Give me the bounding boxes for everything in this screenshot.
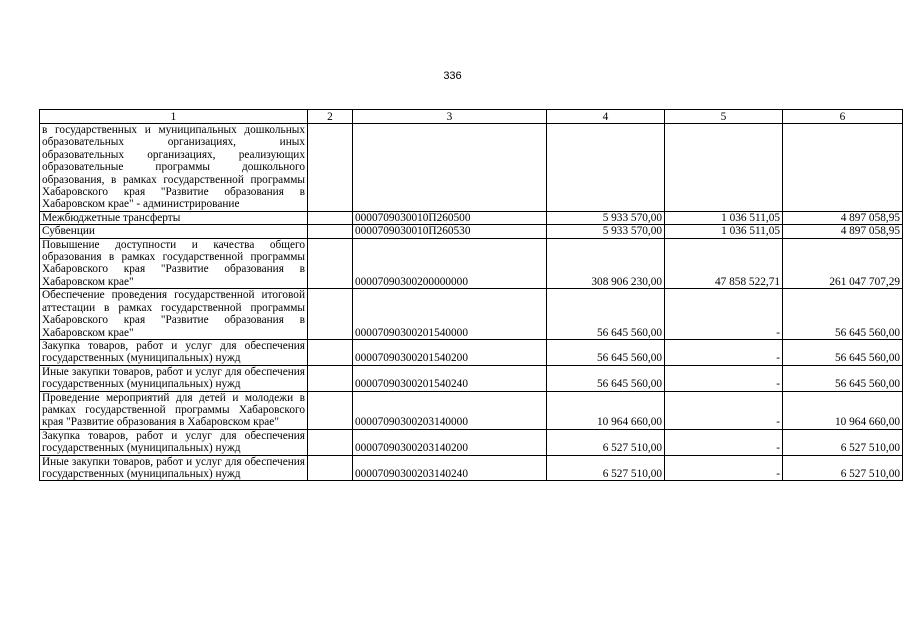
row-col2-cell [308,339,353,365]
row-executed-amount-cell: - [665,365,783,391]
row-col2-cell [308,124,353,212]
row-plan-amount-cell: 56 645 560,00 [547,339,665,365]
row-plan-amount-cell: 5 933 570,00 [547,211,665,224]
row-plan-amount-cell: 6 527 510,00 [547,455,665,481]
column-header-3: 3 [353,110,547,124]
table-row [40,211,903,224]
row-col2-cell [308,225,353,238]
column-header-4: 4 [547,110,665,124]
row-plan-amount-cell: 10 964 660,00 [547,391,665,429]
row-executed-amount-cell: 1 036 511,05 [665,225,783,238]
table-row [40,455,903,481]
row-name-cell: Иные закупки товаров, работ и услуг для обеспечения государственных (муниципальных) нужд [40,365,308,391]
row-code-cell: 00007090300201540200 [353,339,547,365]
row-executed-amount-cell [665,124,783,212]
column-header-5: 5 [665,110,783,124]
row-code-cell: 0000709030010П260500 [353,211,547,224]
row-executed-amount-cell: 1 036 511,05 [665,211,783,224]
row-name-cell: Закупка товаров, работ и услуг для обеспечения государственных (муниципальных) нужд [40,339,308,365]
row-name-cell: Иные закупки товаров, работ и услуг для обеспечения государственных (муниципальных) нужд [40,455,308,481]
row-name-cell: Межбюджетные трансферты [40,211,308,224]
column-header-2: 2 [308,110,353,124]
row-remaining-amount-cell: 10 964 660,00 [783,391,903,429]
row-remaining-amount-cell: 56 645 560,00 [783,365,903,391]
budget-table [39,109,903,481]
row-col2-cell [308,289,353,340]
table-row [40,339,903,365]
row-col2-cell [308,365,353,391]
column-header-6: 6 [783,110,903,124]
row-executed-amount-cell: 47 858 522,71 [665,238,783,289]
row-code-cell: 00007090300201540240 [353,365,547,391]
column-header-1: 1 [40,110,308,124]
row-plan-amount-cell [547,124,665,212]
row-name-cell: Обеспечение проведения государственной итоговой аттестации в рамках государственной программы Хабаровского края "Развитие образования в Хабаровском крае" [40,289,308,340]
row-col2-cell [308,211,353,224]
row-name-cell: в государственных и муниципальных дошкольных образовательных организациях, иных образовательных организациях, реализующих образовательные программы дошкольного образования, в рамках государственной программы Хабаровского края "Развитие образования в Хабаровском крае" - администрирование [40,124,308,212]
row-name-cell: Повышение доступности и качества общего образования в рамках государственной программы Хабаровского края "Развитие образования в Хабаровском крае" [40,238,308,289]
row-col2-cell [308,429,353,455]
row-col2-cell [308,238,353,289]
row-remaining-amount-cell: 6 527 510,00 [783,429,903,455]
row-remaining-amount-cell [783,124,903,212]
page-number: 336 [443,70,462,82]
table-row [40,225,903,238]
row-executed-amount-cell: - [665,429,783,455]
row-plan-amount-cell: 308 906 230,00 [547,238,665,289]
row-code-cell: 0000709030010П260530 [353,225,547,238]
table-row [40,391,903,429]
row-code-cell [353,124,547,212]
row-remaining-amount-cell: 4 897 058,95 [783,211,903,224]
table-row [40,238,903,289]
row-remaining-amount-cell: 6 527 510,00 [783,455,903,481]
row-remaining-amount-cell: 261 047 707,29 [783,238,903,289]
row-executed-amount-cell: - [665,289,783,340]
row-name-cell: Проведение мероприятий для детей и молодежи в рамках государственной программы Хабаровского края "Развитие образования в Хабаровском крае" [40,391,308,429]
row-name-cell: Закупка товаров, работ и услуг для обеспечения государственных (муниципальных) нужд [40,429,308,455]
table-row [40,289,903,340]
row-code-cell: 00007090300200000000 [353,238,547,289]
row-plan-amount-cell: 56 645 560,00 [547,365,665,391]
row-name-cell: Субвенции [40,225,308,238]
row-col2-cell [308,455,353,481]
table-row [40,365,903,391]
row-plan-amount-cell: 5 933 570,00 [547,225,665,238]
row-code-cell: 00007090300203140200 [353,429,547,455]
row-code-cell: 00007090300201540000 [353,289,547,340]
row-col2-cell [308,391,353,429]
row-executed-amount-cell: - [665,391,783,429]
table-row [40,429,903,455]
row-code-cell: 00007090300203140240 [353,455,547,481]
row-remaining-amount-cell: 4 897 058,95 [783,225,903,238]
row-remaining-amount-cell: 56 645 560,00 [783,289,903,340]
row-executed-amount-cell: - [665,455,783,481]
table-header-row [40,110,903,124]
table-body [40,124,903,481]
row-executed-amount-cell: - [665,339,783,365]
row-plan-amount-cell: 6 527 510,00 [547,429,665,455]
row-remaining-amount-cell: 56 645 560,00 [783,339,903,365]
row-plan-amount-cell: 56 645 560,00 [547,289,665,340]
table-row [40,124,903,212]
row-code-cell: 00007090300203140000 [353,391,547,429]
